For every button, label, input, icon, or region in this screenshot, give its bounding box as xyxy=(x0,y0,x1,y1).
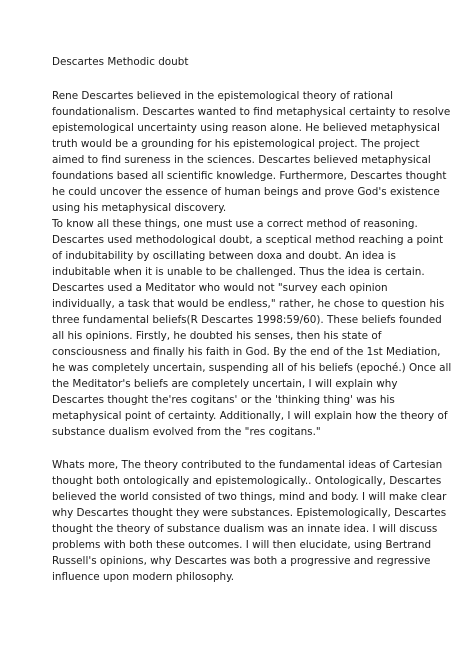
text-line: thought both ontologically and epistemologically.. Ontologically, Descartes xyxy=(52,475,442,487)
text-line: indubitable when it is unable to be challenged. Thus the idea is certain. xyxy=(52,266,425,278)
text-line: Russell's opinions, why Descartes was both a progressive and regressive xyxy=(52,555,431,567)
text-line: substance dualism evolved from the "res cogitans." xyxy=(52,426,321,438)
document-title: Descartes Methodic doubt xyxy=(52,56,189,68)
text-line: foundationalism. Descartes wanted to find metaphysical certainty to resolve xyxy=(52,106,451,118)
text-line: truth would be a grounding for his epistemological project. The project xyxy=(52,138,420,150)
text-line: the Meditator's beliefs are completely uncertain, I will explain why xyxy=(52,378,398,390)
text-line: Descartes thought the'res cogitans' or the 'thinking thing' was his xyxy=(52,394,395,406)
text-line: foundations based all scientific knowledge. Furthermore, Descartes thought xyxy=(52,170,447,182)
text-line: thought the theory of substance dualism was an innate idea. I will discuss xyxy=(52,523,438,535)
text-line: three fundamental beliefs(R Descartes 1998:59/60). These beliefs founded xyxy=(52,314,442,326)
text-line: influence upon modern philosophy. xyxy=(52,571,235,583)
text-line: individually, a task that would be endless," rather, he chose to question his xyxy=(52,298,445,310)
text-line: all his opinions. Firstly, he doubted his senses, then his state of xyxy=(52,330,382,342)
text-line: metaphysical point of certainty. Additionally, I will explain how the theory of xyxy=(52,410,448,422)
text-line: aimed to find sureness in the sciences. Descartes believed metaphysical xyxy=(52,154,431,166)
text-line: Descartes used a Meditator who would not "survey each opinion xyxy=(52,282,388,294)
text-line: using his metaphysical discovery. xyxy=(52,202,227,214)
text-line: Rene Descartes believed in the epistemological theory of rational xyxy=(52,90,393,102)
text-line: he was completely uncertain, suspending all of his beliefs (epoché.) Once all xyxy=(52,362,452,374)
text-line: of indubitability by oscillating between doxa and doubt. An idea is xyxy=(52,250,396,262)
text-line: believed the world consisted of two things, mind and body. I will make clear xyxy=(52,491,447,503)
text-line: To know all these things, one must use a correct method of reasoning. xyxy=(52,218,418,230)
text-line: consciousness and finally his faith in God. By the end of the 1st Mediation, xyxy=(52,346,441,358)
text-line: Whats more, The theory contributed to the fundamental ideas of Cartesian xyxy=(52,459,443,471)
text-line: Descartes used methodological doubt, a sceptical method reaching a point xyxy=(52,234,444,246)
text-line: problems with both these outcomes. I will then elucidate, using Bertrand xyxy=(52,539,432,551)
text-line: why Descartes thought they were substances. Epistemologically, Descartes xyxy=(52,507,447,519)
text-line: epistemological uncertainty using reason alone. He believed metaphysical xyxy=(52,122,440,134)
text-line: he could uncover the essence of human beings and prove God's existence xyxy=(52,186,440,198)
